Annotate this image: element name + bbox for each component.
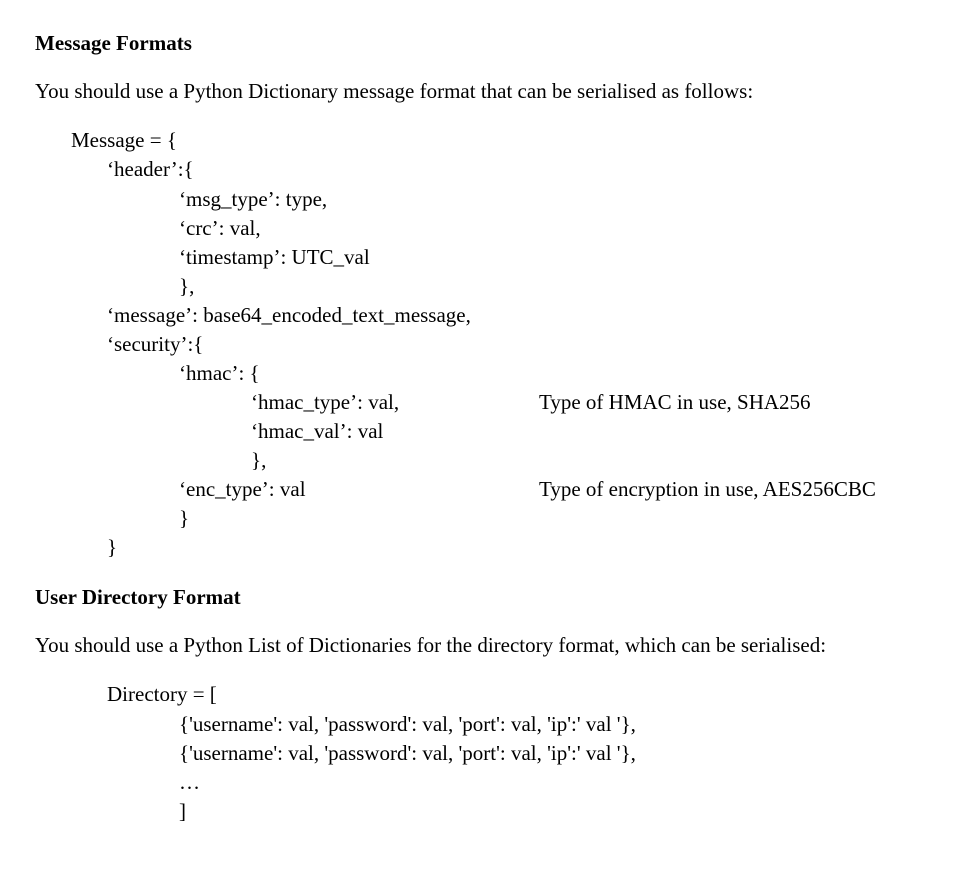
code-line: ‘hmac’: {	[179, 361, 260, 385]
section-heading-message-formats: Message Formats	[35, 31, 192, 55]
code-line: },	[179, 274, 195, 298]
section-heading-user-directory-format: User Directory Format	[35, 585, 241, 609]
section-intro-user-directory-format: You should use a Python List of Dictionaries for the directory format, which can be serialised:	[35, 633, 827, 657]
code-line: ‘msg_type’: type,	[179, 187, 328, 211]
code-line: ‘message’: base64_encoded_text_message,	[107, 303, 471, 327]
code-line: ‘security’:{	[107, 332, 204, 356]
code-line: ‘enc_type’: val	[179, 477, 306, 501]
code-line: },	[251, 448, 267, 472]
code-line: ‘header’:{	[107, 157, 194, 181]
code-line: }	[179, 506, 190, 530]
code-line: ‘hmac_val’: val	[251, 419, 384, 443]
annotation-hmac-type: Type of HMAC in use, SHA256	[539, 390, 811, 414]
code-line: }	[107, 535, 118, 559]
code-line: Directory = [	[107, 682, 217, 706]
annotation-enc-type: Type of encryption in use, AES256CBC	[539, 477, 876, 501]
code-line: ‘crc’: val,	[179, 216, 261, 240]
code-line: ‘hmac_type’: val,	[251, 390, 400, 414]
code-line: ]	[179, 799, 186, 823]
code-line: {'username': val, 'password': val, 'port': val, 'ip':' val '},	[179, 741, 636, 765]
code-line: Message = {	[71, 128, 177, 152]
code-line: …	[179, 770, 200, 794]
section-intro-message-formats: You should use a Python Dictionary message format that can be serialised as follows:	[35, 79, 754, 103]
code-line: ‘timestamp’: UTC_val	[179, 245, 370, 269]
code-line: {'username': val, 'password': val, 'port': val, 'ip':' val '},	[179, 712, 636, 736]
